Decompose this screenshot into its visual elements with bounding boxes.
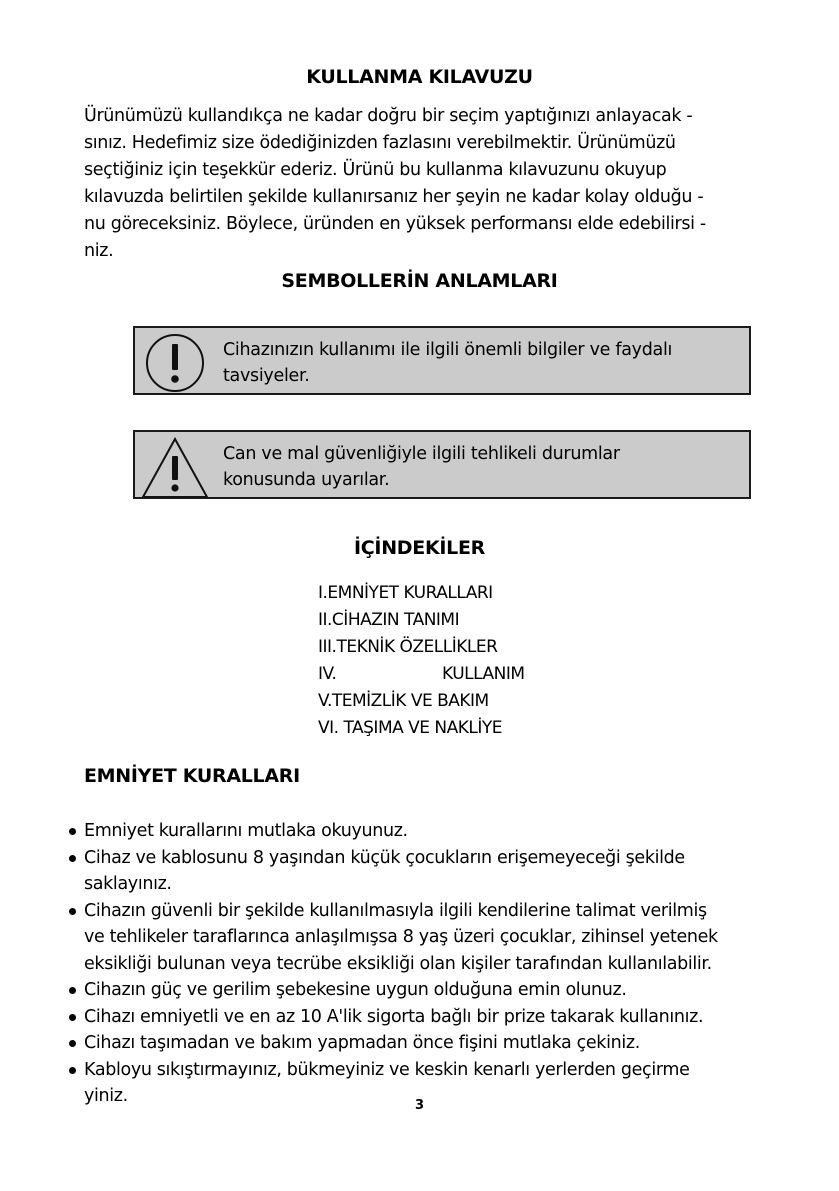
warning-line: konusunda uyarılar. [223, 470, 390, 490]
intro-line: Ürünümüzü kullandıkça ne kadar doğru bir seçim yaptığınızı anlayacak - [84, 106, 693, 126]
bullet-icon [69, 908, 76, 915]
info-line: Cihazınızın kullanımı ile ilgili önemli bilgiler ve faydalı [223, 340, 673, 360]
list-item [66, 818, 806, 845]
warning-symbol-box [133, 430, 751, 499]
bullet-line: yiniz. [84, 1086, 128, 1106]
info-line: tavsiyeler. [223, 366, 310, 386]
bullet-line: saklayınız. [84, 874, 172, 894]
bullet-line: Cihazı emniyetli ve en az 10 A'lik sigorta bağlı bir prize takarak kullanınız. [84, 1006, 704, 1027]
bullet-line: Kabloyu sıkıştırmayınız, bükmeyiniz ve keskin kenarlı yerlerden geçirme [84, 1059, 690, 1080]
page-number: 3 [414, 1098, 425, 1113]
warning-triangle-icon [141, 437, 209, 497]
intro-line: nu göreceksiniz. Böylece, üründen en yüksek performansı elde edebilirsi - [84, 214, 706, 234]
list-item [66, 977, 806, 1004]
intro-line: seçtiğiniz için teşekkür ederiz. Ürünü bu kullanma kılavuzunu okuyup [84, 160, 667, 180]
toc-item: VI. TAŞIMA VE NAKLİYE [318, 718, 503, 738]
bullet-line: Cihaz ve kablosunu 8 yaşından küçük çocukların erişemeyeceği şekilde [84, 847, 685, 868]
intro-line: kılavuzda belirtilen şekilde kullanırsanız her şeyin ne kadar kolay olduğu - [84, 187, 704, 207]
bullet-icon [69, 855, 76, 862]
toc-item: I.EMNİYET KURALLARI [318, 583, 493, 603]
list-item [66, 898, 806, 978]
bullet-line: ve tehlikeler taraflarınca anlaşılmışsa 8 yaş üzeri çocuklar, zihinsel yetenek [84, 927, 718, 947]
table-of-contents [318, 580, 618, 742]
toc-item: II.CİHAZIN TANIMI [318, 610, 460, 630]
info-symbol-text [223, 337, 743, 389]
page-title: KULLANMA KILAVUZU [306, 66, 533, 88]
bullet-icon [69, 1067, 76, 1074]
bullet-icon [69, 828, 76, 835]
exclamation-circle-icon [141, 333, 209, 393]
intro-line: niz. [84, 241, 114, 261]
toc-item: V.TEMİZLİK VE BAKIM [318, 691, 489, 711]
bullet-icon [69, 1014, 76, 1021]
toc-item-number: IV. [318, 664, 337, 684]
bullet-icon [69, 1040, 76, 1047]
bullet-icon [69, 987, 76, 994]
toc-item: III.TEKNİK ÖZELLİKLER [318, 637, 498, 657]
warning-symbol-text [223, 441, 743, 493]
list-item [66, 845, 806, 898]
toc-title: İÇİNDEKİLER [354, 537, 485, 559]
bullet-line: eksikliği bulunan veya tecrübe eksikliği olan kişiler tarafından kullanılabilir. [84, 953, 712, 974]
list-item [66, 1030, 806, 1057]
warning-line: Can ve mal güvenliğiyle ilgili tehlikeli durumlar [223, 444, 620, 464]
bullet-line: Cihazın güvenli bir şekilde kullanılmasıyla ilgili kendilerine talimat verilmiş [84, 900, 707, 921]
toc-item-name: KULLANIM [442, 664, 525, 684]
info-symbol-box [133, 326, 751, 395]
bullet-line: Cihazı taşımadan ve bakım yapmadan önce fişini mutlaka çekiniz. [84, 1033, 640, 1053]
bullet-line: Emniyet kurallarını mutlaka okuyunuz. [84, 821, 408, 841]
symbols-title: SEMBOLLERİN ANLAMLARI [281, 270, 558, 292]
intro-paragraph [84, 103, 774, 265]
toc-item-4 [318, 661, 618, 688]
bullet-line: Cihazın güç ve gerilim şebekesine uygun olduğuna emin olunuz. [84, 980, 627, 1000]
safety-title: EMNİYET KURALLARI [84, 765, 300, 787]
list-item [66, 1004, 806, 1031]
safety-rules-list [66, 818, 806, 1110]
intro-line: sınız. Hedefimiz size ödediğinizden fazlasını verebilmektir. Ürünümüzü [84, 133, 676, 153]
